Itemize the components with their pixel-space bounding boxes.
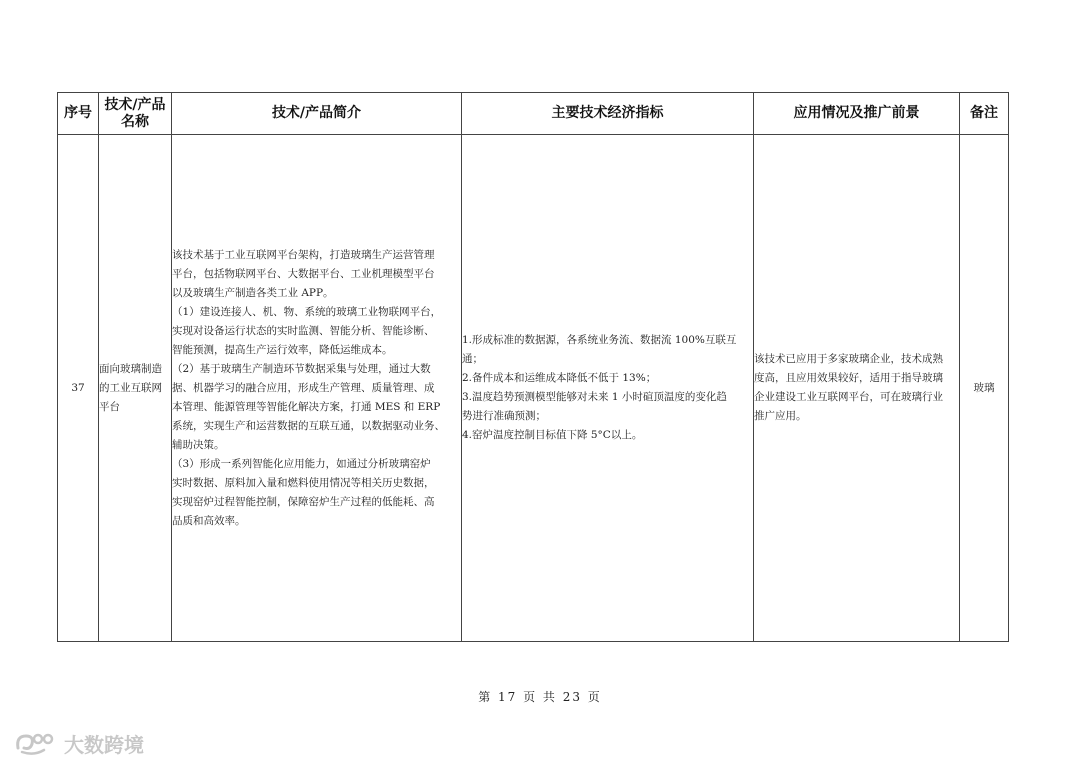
- intro-line: 辅助决策。: [172, 438, 225, 451]
- header-metrics: 主要技术经济指标: [462, 93, 754, 135]
- table-header-row: [58, 93, 1009, 135]
- application-line: 该技术已应用于多家玻璃企业，技术成熟: [754, 353, 943, 365]
- intro-line: 该技术基于工业互联网平台架构，打造玻璃生产运营管理: [172, 248, 435, 261]
- intro-line: 以及玻璃生产制造各类工业 APP。: [172, 286, 334, 299]
- cell-application: [754, 135, 960, 642]
- intro-line: （2）基于玻璃生产制造环节数据采集与处理，通过大数: [172, 362, 431, 375]
- application-line: 推广应用。: [754, 410, 807, 422]
- metric-line: 4.窑炉温度控制目标值下降 5°C以上。: [462, 429, 643, 441]
- watermark-text: 大数跨境: [64, 732, 144, 757]
- intro-line: 实现对设备运行状态的实时监测、智能分析、智能诊断、: [172, 324, 435, 337]
- intro-line: 智能预测，提高生产运行效率，降低运维成本。: [172, 343, 393, 356]
- intro-line: 系统，实现生产和运营数据的互联互通，以数据驱动业务、: [172, 419, 445, 432]
- intro-line: 实现窑炉过程智能控制，保障窑炉生产过程的低能耗、高: [172, 495, 435, 508]
- watermark: [14, 728, 144, 758]
- application-line: 度高，且应用效果较好，适用于指导玻璃: [754, 372, 943, 384]
- intro-line: 本管理、能源管理等智能化解决方案，打通 MES 和 ERP: [172, 400, 441, 413]
- cell-no: 37: [58, 135, 99, 642]
- cell-name-line: 面向玻璃制造: [99, 362, 162, 375]
- cell-name: [99, 135, 172, 642]
- cell-metrics: [462, 135, 754, 642]
- cell-note: 玻璃: [960, 135, 1009, 642]
- intro-line: 平台，包括物联网平台、大数据平台、工业机理模型平台: [172, 267, 435, 280]
- table-row: [58, 135, 1009, 642]
- cell-name-line: 平台: [99, 400, 120, 413]
- cell-name-line: 的工业互联网: [99, 381, 162, 394]
- intro-line: （1）建设连接人、机、物、系统的玻璃工业物联网平台，: [172, 305, 442, 318]
- header-no: 序号: [58, 93, 99, 135]
- document-table: [57, 92, 1009, 642]
- intro-line: 实时数据、原料加入量和燃料使用情况等相关历史数据，: [172, 476, 435, 489]
- metric-line: 通；: [462, 353, 483, 365]
- intro-line: （3）形成一系列智能化应用能力，如通过分析玻璃窑炉: [172, 457, 431, 470]
- intro-line: 据、机器学习的融合应用，形成生产管理、质量管理、成: [172, 381, 435, 394]
- logo-icon: [14, 730, 58, 756]
- metric-line: 3.温度趋势预测模型能够对未来 1 小时碹顶温度的变化趋: [462, 391, 727, 403]
- header-note: 备注: [960, 93, 1009, 135]
- page-number-footer: 第 17 页 共 23 页: [478, 690, 602, 704]
- application-line: 企业建设工业互联网平台，可在玻璃行业: [754, 391, 943, 403]
- metric-line: 2.备件成本和运维成本降低不低于 13%；: [462, 372, 657, 384]
- intro-line: 品质和高效率。: [172, 514, 246, 527]
- cell-intro: [172, 135, 462, 642]
- header-intro: 技术/产品简介: [172, 93, 462, 135]
- metric-line: 1.形成标准的数据源，各系统业务流、数据流 100%互联互: [462, 334, 737, 346]
- header-name-line1: 技术/产品: [104, 96, 166, 113]
- header-name: [99, 93, 172, 135]
- metric-line: 势进行准确预测；: [462, 410, 546, 422]
- header-name-line2: 名称: [121, 113, 149, 130]
- header-application: 应用情况及推广前景: [754, 93, 960, 135]
